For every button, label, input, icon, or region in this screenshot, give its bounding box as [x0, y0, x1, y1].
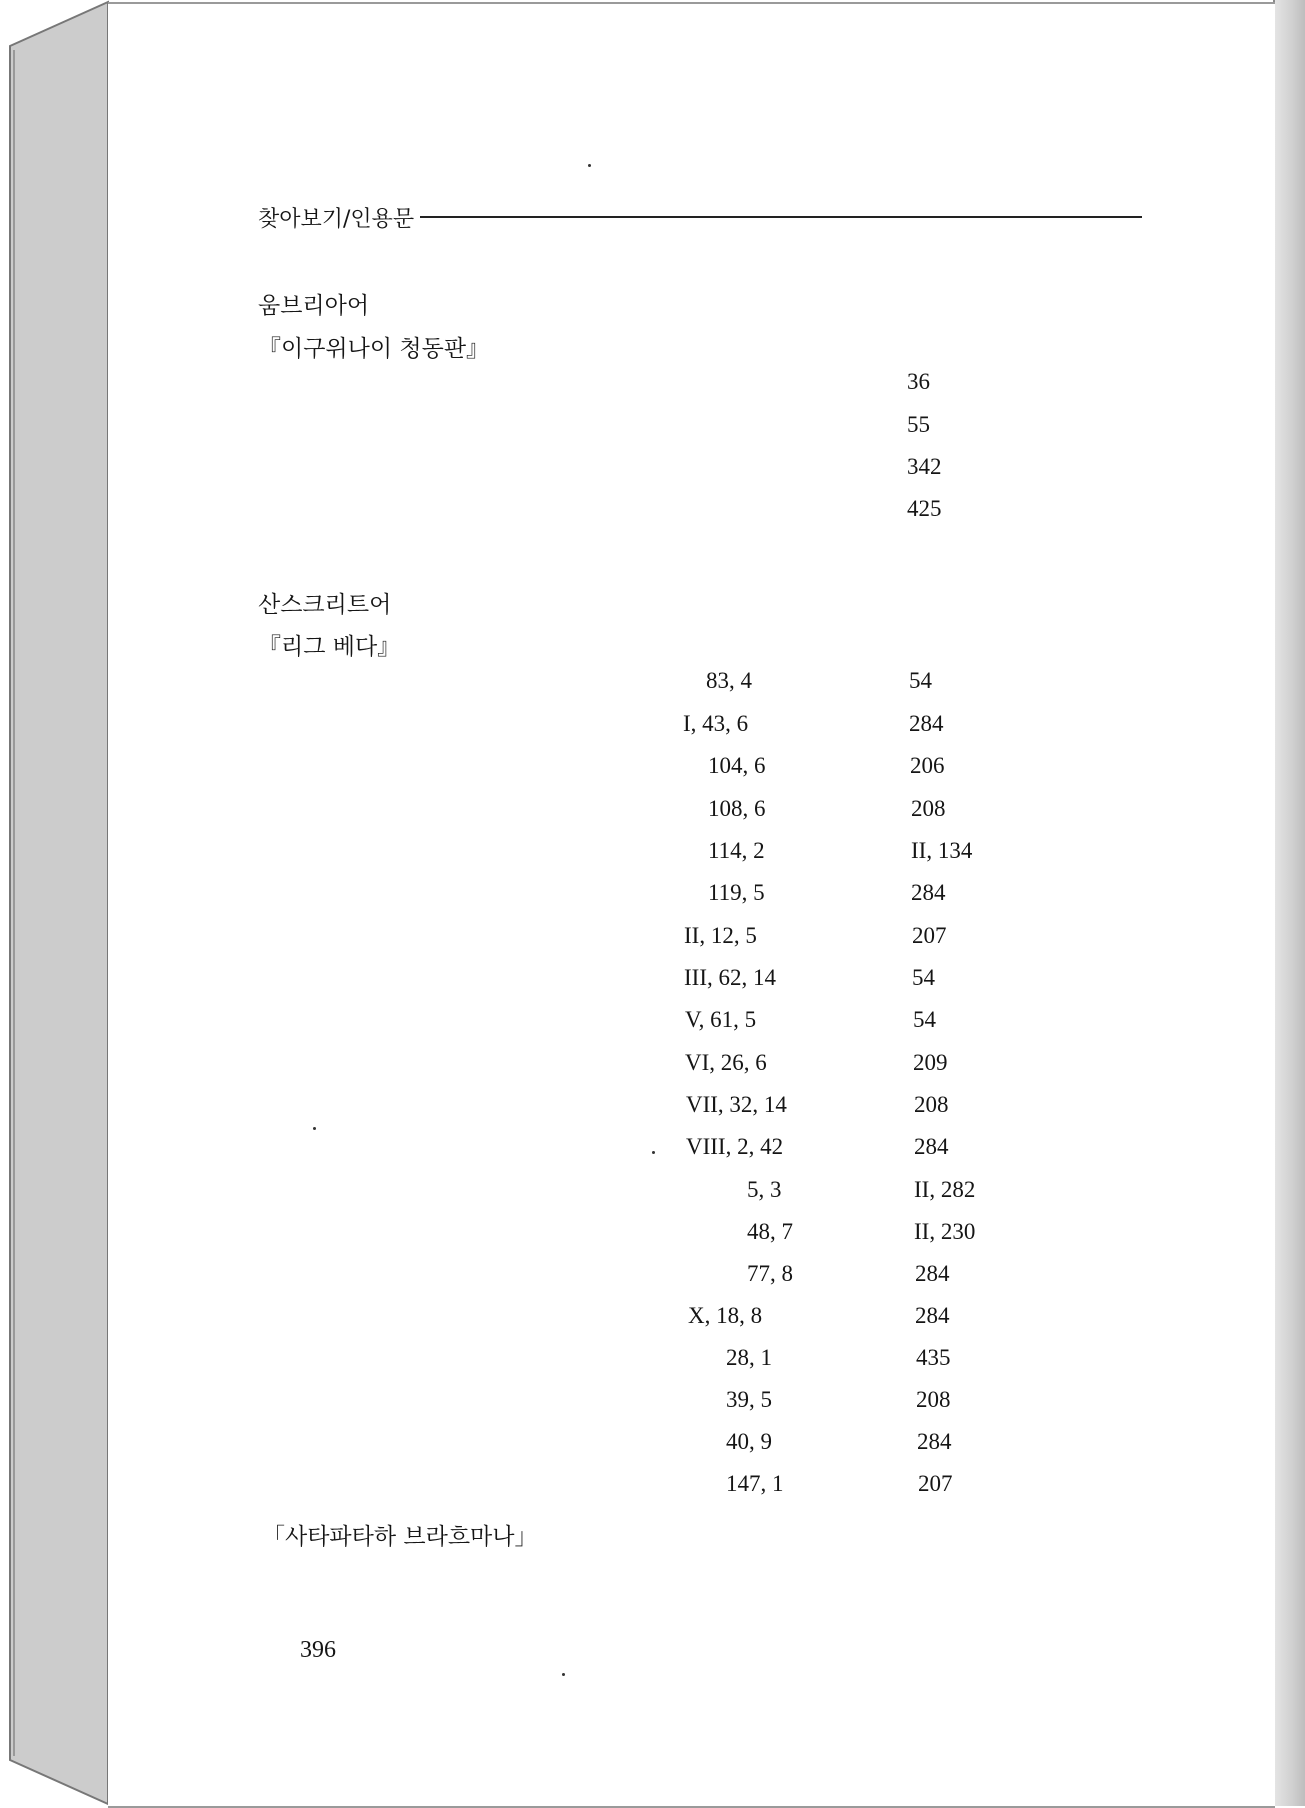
page-reference: II, 282 [914, 1177, 976, 1202]
page-reference: 284 [915, 1261, 950, 1286]
header-rule [420, 216, 1142, 218]
page-reference: 209 [913, 1050, 948, 1075]
running-header [258, 202, 1142, 232]
citation: 114, 2 [708, 838, 765, 863]
section-language: 산스크리트어 [258, 592, 392, 618]
page-reference: 36 [907, 369, 930, 394]
page-reference: 206 [910, 753, 945, 778]
page-reference: 55 [907, 412, 930, 437]
page-reference: 54 [909, 668, 932, 693]
citation: V, 61, 5 [685, 1007, 757, 1032]
book-edge-right [1273, 0, 1305, 1806]
page-reference: 284 [911, 880, 946, 905]
page-number: 396 [300, 1637, 336, 1663]
page-reference: 208 [914, 1092, 949, 1117]
page-reference: 54 [913, 1007, 936, 1032]
page-reference: 207 [912, 923, 947, 948]
citation: 77, 8 [747, 1261, 793, 1286]
citation: II, 12, 5 [684, 923, 757, 948]
page-reference: II, 134 [911, 838, 973, 863]
scan-speck [313, 1127, 316, 1130]
citation: VII, 32, 14 [686, 1092, 787, 1117]
citation: 147, 1 [726, 1471, 784, 1496]
citation: I, 43, 6 [683, 711, 749, 736]
book-edge-left [0, 0, 110, 1806]
page-reference: II, 230 [914, 1219, 976, 1244]
section-source: 「사타파타하 브라흐마나」 [262, 1524, 538, 1550]
header-title: 찾아보기/인용문 [258, 206, 415, 232]
page-reference: 208 [916, 1387, 951, 1412]
citation: X, 18, 8 [688, 1303, 763, 1328]
citation: 40, 9 [726, 1429, 772, 1454]
section-source: 『리그 베다』 [258, 634, 401, 660]
citation: VI, 26, 6 [685, 1050, 767, 1075]
citation: 108, 6 [708, 796, 766, 821]
section-source: 『이구위나이 청동판』 [258, 336, 490, 362]
citation: 5, 3 [747, 1177, 782, 1202]
page-reference: 54 [912, 965, 935, 990]
page-reference: 425 [907, 496, 942, 521]
page-reference: 207 [918, 1471, 953, 1496]
citation: 83, 4 [706, 668, 752, 693]
page-reference: 284 [917, 1429, 952, 1454]
page-reference: 208 [911, 796, 946, 821]
page-reference: 435 [916, 1345, 951, 1370]
scan-speck [652, 1151, 655, 1154]
citation: VIII, 2, 42 [686, 1134, 784, 1159]
section-language: 움브리아어 [258, 293, 370, 319]
scan-speck [588, 164, 591, 167]
scan-speck [562, 1673, 565, 1676]
page-reference: 342 [907, 454, 942, 479]
citation: 39, 5 [726, 1387, 772, 1412]
page-reference: 284 [914, 1134, 949, 1159]
page-reference: 284 [915, 1303, 950, 1328]
citation: III, 62, 14 [684, 965, 776, 990]
citation: 28, 1 [726, 1345, 772, 1370]
citation: 48, 7 [747, 1219, 793, 1244]
page-reference: 284 [909, 711, 944, 736]
citation: 104, 6 [708, 753, 766, 778]
citation: 119, 5 [708, 880, 765, 905]
